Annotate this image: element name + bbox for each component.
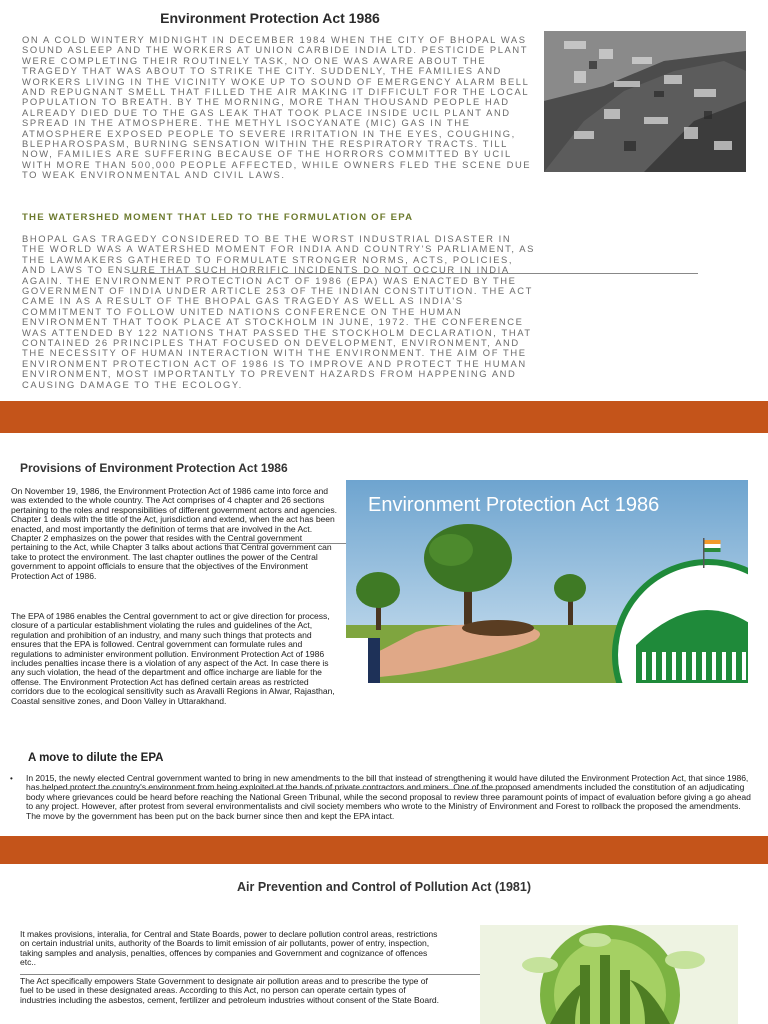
provisions-paragraph-2: The EPA of 1986 enables the Central government to act or give direction for process, closure of a particular establishment violating the rules and guidelines of the Act, regulation and prohibition of an industry, and many such things that protects and ensures that the EPA is followed. Central government can formulate rules and regulations to administer environment pollution. Environment Protection Act of 1986 includes penalties incase there is a violation of any aspect of the Act. In case there is any such violation, the head of the department and office incharge are liable for the offense. The Environment Protection Act has defined certain areas as restricted corridors due to the ecological sensitivity such as Aravalli Regions in Alwar, Rajasthan, Coastal sensitive zones, and Doon Valley in Uttarakhand. bbox=[11, 611, 335, 706]
divider-line bbox=[20, 974, 480, 975]
section-subheading: THE WATERSHED MOMENT THAT LED TO THE FORMULATION OF EPA bbox=[22, 212, 414, 223]
list-item bbox=[10, 774, 755, 821]
slide-title: Provisions of Environment Protection Act 1986 bbox=[20, 461, 288, 475]
air-act-paragraph-1: It makes provisions, interalia, for Central and State Boards, power to declare pollution control areas, restrictions on certain industrial units, authority of the Boards to limit emission of air pollutants, power of entry, inspection, taking samples and analysis, penalties, offences by companies and Government and cognizance of offences etc.. bbox=[20, 929, 438, 968]
green-industry-image bbox=[480, 925, 738, 1024]
bhopal-plant-photo bbox=[544, 31, 746, 172]
divider-line bbox=[40, 789, 530, 790]
slide-separator bbox=[0, 401, 768, 433]
body-paragraph: BHOPAL GAS TRAGEDY CONSIDERED TO BE THE WORST INDUSTRIAL DISASTER IN THE WORLD WAS A WATERSHED MOMENT FOR INDIA AND COUNTRY'S PARLIAMENT, AS THE LAWMAKERS GATHERED TO FORMULATE STRONGER NORMS, ACTS, POLICIES, AND LAWS TO ENSURE THAT SUCH HORRIFIC INCIDENTS DO NOT OCCUR IN INDIA AGAIN. THE ENVIRONMENT PROTECTION ACT OF 1986 (EPA) WAS ENACTED BY THE GOVERNMENT OF INDIA UNDER ARTICLE 253 OF THE INDIAN CONSTITUTION. THE ACT CAME IN AS A RESULT OF THE BHOPAL GAS TRAGEDY AS WELL AS INDIA'S COMMITMENT TO FOLLOW UNITED NATIONS CONFERENCE ON THE HUMAN ENVIRONMENT THAT TOOK PLACE AT STOCKHOLM IN JUNE, 1972. THE CONFERENCE WAS ATTENDED BY 122 NATIONS THAT PASSED THE STOCKHOLM DECLARATION, THAT CONTAINED 26 PRINCIPLES THAT FOCUSED ON DEVELOPMENT, ENVIRONMENT, AND THE NECESSITY OF HUMAN INTERACTION WITH THE ENVIRONMENT. THE AIM OF THE ENVIRONMENT PROTECTION ACT OF 1986 IS TO IMPROVE AND PROTECT THE HUMAN ENVIRONMENT, MOST IMPORTANTLY TO PREVENT HAZARDS FROM HAPPENING AND CAUSING DAMAGE TO THE ECOLOGY. bbox=[22, 233, 536, 390]
divider-line bbox=[220, 543, 346, 544]
intro-paragraph: ON A COLD WINTERY MIDNIGHT IN DECEMBER 1984 WHEN THE CITY OF BHOPAL WAS SOUND ASLEEP AND THE WORKERS AT UNION CARBIDE INDIA LTD. PESTICIDE PLANT WERE COMPLETING THEIR ROUTINELY TASK, NO ONE WAS AWARE ABOUT THE TRAGEDY THAT WAS ABOUT TO STRIKE THE CITY. SUDDENLY, THE FAMILIES AND WORKERS LIVING IN THE VICINITY WOKE UP TO SOUND OF EMERGENCY ALARM BELL AND REPUGNANT SMELL THAT FILLED THE AIR MAKING IT DIFFICULT FOR THE LOCAL POPULATION TO BREATH. BY THE MORNING, MORE THAN THOUSAND PEOPLE HAD ALREADY DIED DUE TO THE GAS LEAK THAT TOOK PLACE INSIDE UCIL PLANT AND SPREAD IN THE ATMOSPHERE. THE METHYL ISOCYANATE (MIC) GAS IN THE ATMOSPHERE EXPOSED PEOPLE TO SEVERE IRRITATION IN THE EYES, COUGHING, BLEPHAROSPASM, BURNING SENSATION WITHIN THE RESPIRATORY TRACTS. TILL NOW, FAMILIES ARE SUFFERING BECAUSE OF THE HORRORS COMMITTED BY UCIL WITH MORE THAN 500,000 PEOPLE AFFECTED, WHILE OWNERS FLED THE SCENE DUE TO WEAK ENVIRONMENTAL AND CIVIL LAWS. bbox=[22, 34, 532, 181]
slide-separator bbox=[0, 836, 768, 864]
bullet-icon: • bbox=[10, 774, 13, 783]
divider-line bbox=[130, 273, 698, 274]
page-title: Environment Protection Act 1986 bbox=[160, 10, 380, 26]
provisions-paragraph-1: On November 19, 1986, the Environment Protection Act of 1986 came into force and was extended to the whole country. The Act comprises of 4 chapter and 26 sections pertaining to the roles and responsibilities of different government actors and agencies. Chapter 1 deals with the title of the Act, jurisdiction and extend, when the act has been enacted, and most importantly the definition of terms that are involved in the Act. Chapter 2 emphasizes on the power that resides with the Central government pertaining to the Act, while Chapter 3 talks about actions that Central government can take to protect the environment. The last chapter outlines the power of the Central government to appoint officials to ensure that the objectives of the Environment Protection Act of 1986. bbox=[11, 486, 337, 581]
slide-title: Air Prevention and Control of Pollution Act (1981) bbox=[236, 880, 531, 894]
dilute-subheading: A move to dilute the EPA bbox=[28, 752, 164, 764]
air-act-paragraph-2: The Act specifically empowers State Government to designate air pollution areas and to prescribe the type of fuel to be used in these designated areas. According to this Act, no person can operate certain types of industries including the asbestos, cement, fertilizer and petroleum industries without consent of the State Board. bbox=[20, 976, 439, 1005]
epa-banner-image bbox=[346, 480, 748, 683]
dilute-paragraph: In 2015, the newly elected Central government wanted to bring in new amendments to the bill that instead of strengthening it would have diluted the Environment Protection Act, that since 1986, has helped protect the country's environment from being exploited at the hands of private contractors and miners. One of the proposed amendments included the constitution of an adjudicating body where grievances could be heard before reaching the National Green Tribunal, while the second proposal to review three paramount points of impact of evaluation before giving a go ahead to any project. However, after protest from several environmentalists and civil society members who wrote to the Ministry of Environment and Forest to rollback the proposed the amendments. The move by the government has been put on the back burner since then and kept the EPA intact. bbox=[26, 773, 751, 821]
banner-text: Environment Protection Act 1986 bbox=[368, 494, 660, 516]
